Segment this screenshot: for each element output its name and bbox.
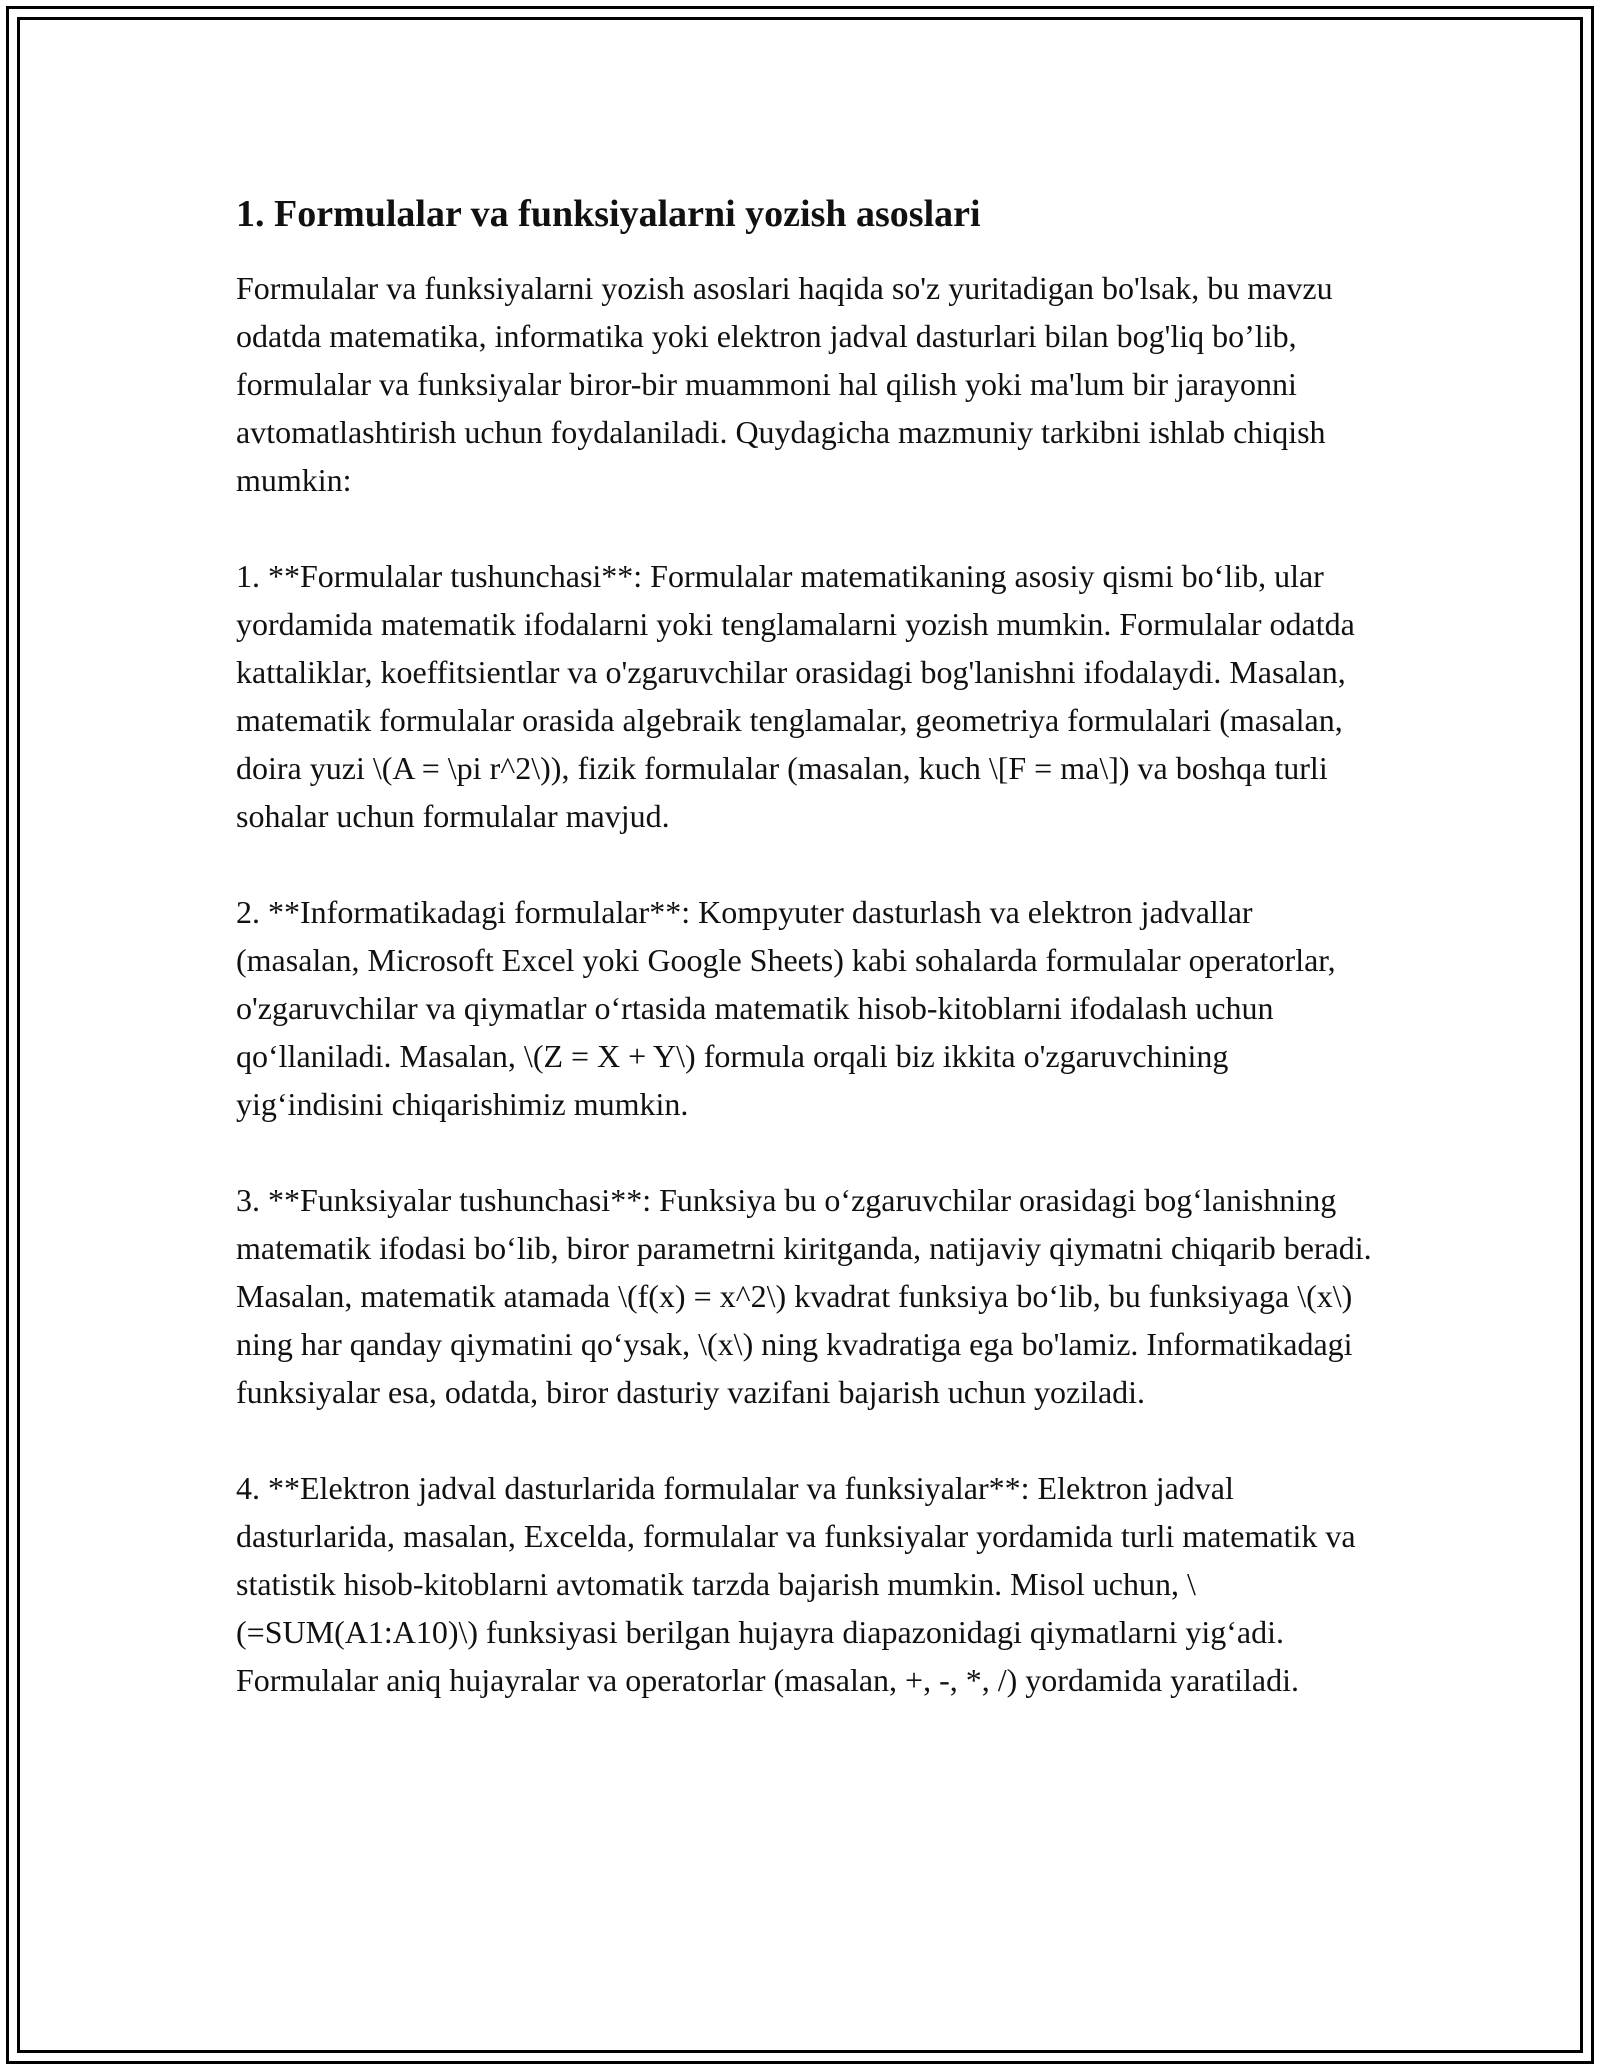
paragraph-functions-concept: 3. **Funksiyalar tushunchasi**: Funksiya bu o‘zgaruvchilar orasidagi bog‘lanishning matematik ifodasi bo‘lib, biror parametrni kiritganda, natijaviy qiymatni chiqarib beradi. Masalan, matematik atamada \(f(x) = x^2\) kvadrat funksiya bo‘lib, bu funksiyaga \(x\) ning har qanday qiymatini qo‘ysak, \(x\) ning kvadratiga ega bo'lamiz. Informatikadagi funksiyalar esa, odatda, biror dasturiy vazifani bajarish uchun yoziladi.	[236, 1182, 1372, 1410]
paragraph-spreadsheet-formulas: 4. **Elektron jadval dasturlarida formulalar va funksiyalar**: Elektron jadval dasturlarida, masalan, Excelda, formulalar va funksiyalar yordamida turli matematik va statistik hisob-kitoblarni avtomatik tarzda bajarish mumkin. Misol uchun, \(=SUM(A1:A10)\) funksiyasi berilgan hujayra diapazonidagi qiymatlarni yig‘adi. Formulalar aniq hujayralar va operatorlar (masalan, +, -, *, /) yordamida yaratiladi.	[236, 1470, 1356, 1698]
intro-paragraph: Formulalar va funksiyalarni yozish asoslari haqida so'z yuritadigan bo'lsak, bu mavzu odatda matematika, informatika yoki elektron jadval dasturlari bilan bog'liq bo’lib, formulalar va funksiyalar biror-bir muammoni hal qilish yoki ma'lum bir jarayonni avtomatlashtirish uchun foydalaniladi. Quydagicha mazmuniy tarkibni ishlab chiqish mumkin:	[236, 270, 1333, 498]
document-title: 1. Formulalar va funksiyalarni yozish asoslari	[236, 193, 981, 235]
document-body	[236, 190, 1376, 1704]
paragraph-formulas-concept: 1. **Formulalar tushunchasi**: Formulalar matematikaning asosiy qismi bo‘lib, ular yordamida matematik ifodalarni yoki tenglamalarni yozish mumkin. Formulalar odatda kattaliklar, koeffitsientlar va o'zgaruvchilar orasidagi bog'lanishni ifodalaydi. Masalan, matematik formulalar orasida algebraik tenglamalar, geometriya formulalari (masalan, doira yuzi \(A = \pi r^2\)), fizik formulalar (masalan, kuch \[F = ma\]) va boshqa turli sohalar uchun formulalar mavjud.	[236, 558, 1355, 834]
paragraph-informatics-formulas: 2. **Informatikadagi formulalar**: Kompyuter dasturlash va elektron jadvallar (masalan, Microsoft Excel yoki Google Sheets) kabi sohalarda formulalar operatorlar, o'zgaruvchilar va qiymatlar o‘rtasida matematik hisob-kitoblarni ifodalash uchun qo‘llaniladi. Masalan, \(Z = X + Y\) formula orqali biz ikkita o'zgaruvchining yig‘indisini chiqarishimiz mumkin.	[236, 894, 1336, 1122]
